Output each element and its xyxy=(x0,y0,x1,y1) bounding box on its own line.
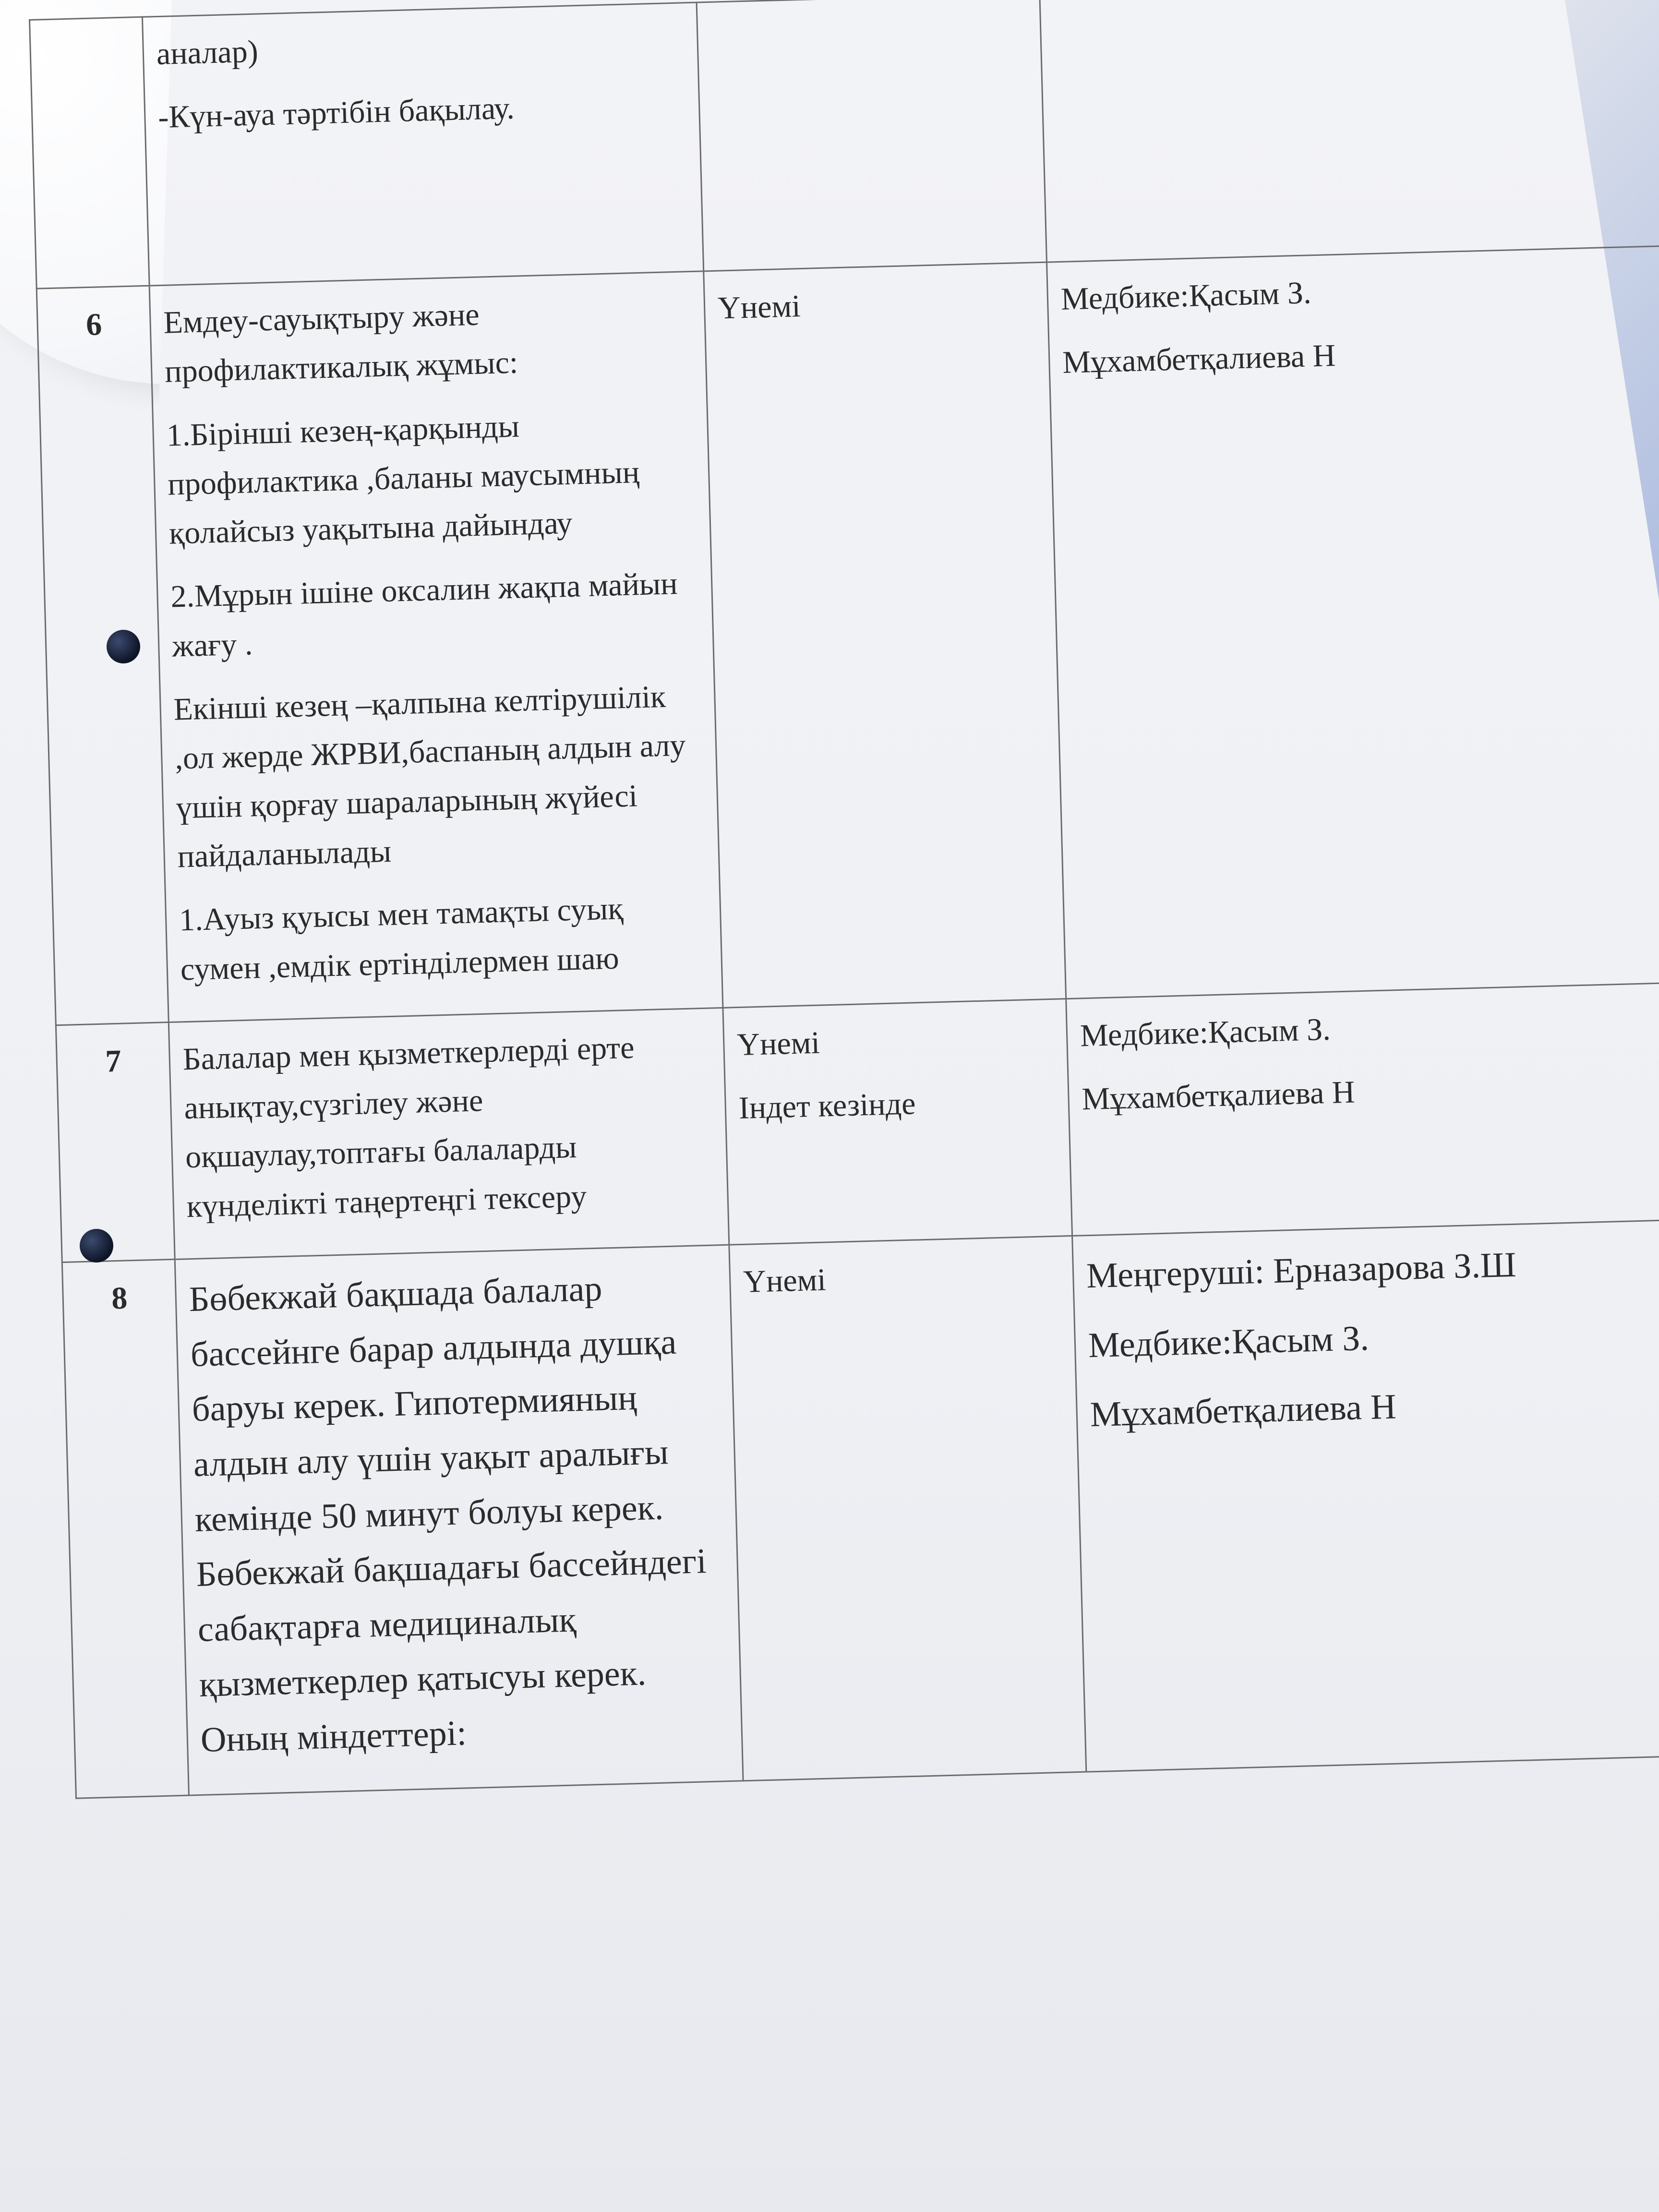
responsible-text: Мұхамбетқалиева Н xyxy=(1089,1387,1397,1435)
schedule-cell xyxy=(729,1236,1086,1781)
table-row xyxy=(36,243,1659,1025)
plan-table xyxy=(29,0,1659,1799)
responsible-cell xyxy=(1066,980,1659,1236)
row-number xyxy=(30,17,150,289)
row-number: 8 xyxy=(62,1259,189,1798)
action-cell xyxy=(142,2,703,286)
responsible-text: Мұхамбетқалиева Н xyxy=(1062,338,1336,381)
schedule-cell xyxy=(697,0,1046,271)
action-text: Екінші кезең –қалпына келтірушілік ,ол жерде ЖРВИ,баспаның алдын алу үшін қорғау шараларының жүйесі пайдаланылады xyxy=(173,679,686,875)
responsible-cell xyxy=(1072,1217,1659,1772)
schedule-text: Індет кезінде xyxy=(738,1086,916,1126)
schedule-cell xyxy=(704,262,1066,1008)
schedule-text: Үнемі xyxy=(736,1025,820,1062)
action-text: 2.Мұрын ішіне оксалин жақпа майын жағу . xyxy=(170,566,678,664)
row-number: 6 xyxy=(36,286,168,1025)
responsible-text: Медбике:Қасым З. xyxy=(1080,1011,1331,1054)
responsible-text: Медбике:Қасым З. xyxy=(1088,1318,1370,1365)
action-text: Емдеу-сауықтыру және профилактикалық жұмыс: xyxy=(163,297,519,390)
action-cell xyxy=(175,1245,743,1795)
table-row xyxy=(56,980,1659,1262)
responsible-text: Меңгеруші: Ерназарова З.Ш xyxy=(1086,1245,1517,1296)
responsible-cell xyxy=(1046,243,1659,999)
responsible-text: Мұхамбетқалиева Н xyxy=(1081,1074,1356,1117)
schedule-text: Үнемі xyxy=(717,289,801,326)
binder-hole xyxy=(107,630,140,663)
responsible-text: Медбике:Қасым З. xyxy=(1060,275,1312,317)
schedule-cell xyxy=(723,998,1072,1245)
action-text: 1.Ауыз қуысы мен тамақты суық сумен ,емдік ертінділермен шаю xyxy=(179,891,624,987)
action-cell xyxy=(149,271,723,1022)
action-text: Балалар мен қызметкерлерді ерте анықтау,сүзгілеу және оқшаулау,топтағы балаларды күнделікті таңертеңгі тексеру xyxy=(182,1030,635,1224)
table-row xyxy=(30,0,1659,289)
action-text: 1.Бірінші кезең-қарқынды профилактика ,баланы маусымның қолайсыз уақытына дайындау xyxy=(166,409,640,551)
row-number: 7 xyxy=(56,1022,175,1262)
action-text: Бөбекжай бақшада балалар бассейнге барар алдында душқа баруы керек. Гипотермияның алдын алу үшін уақыт аралығы кемінде 50 минут болуы керек. Бөбекжай бақшадағы бассейндегі сабақтарға медициналық қызметкерлер қатысуы керек. Оның міндеттері: xyxy=(188,1269,707,1760)
action-text: -Күн-ауа тәртібін бақылау. xyxy=(157,90,515,135)
table-row xyxy=(62,1217,1659,1799)
responsible-cell xyxy=(1040,0,1659,262)
binder-hole xyxy=(80,1229,113,1262)
action-text: аналар) xyxy=(156,34,259,72)
action-cell xyxy=(168,1008,729,1259)
schedule-text: Үнемі xyxy=(743,1262,827,1299)
